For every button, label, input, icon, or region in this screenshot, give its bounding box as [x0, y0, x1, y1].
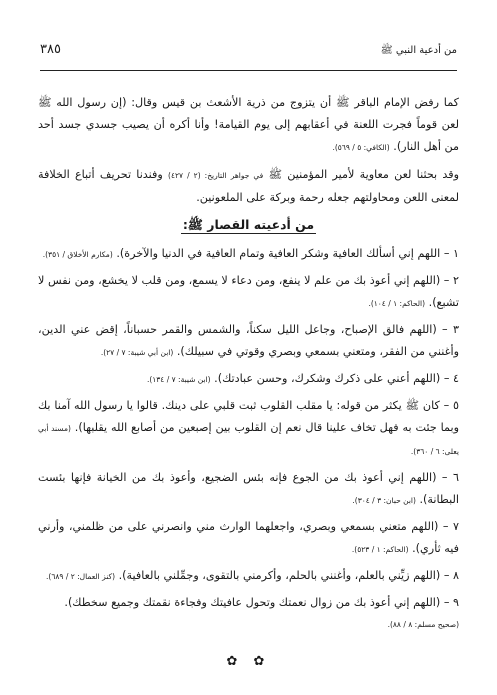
dua-reference: (ابن شيبة: ٧ / ١٣٤).: [146, 375, 211, 384]
page-number: ٣٨٥: [40, 42, 61, 57]
dua-reference: (ابن أبي شيبة: ٧ / ٢٧).: [100, 348, 174, 357]
dua-text: ٣ – (اللهم فالق الإصباح، وجاعل الليل سكناً، والشمس والقمر حسباناً، إقض عني الدين، وأغنني من الفقر، ومتعني بسمعي وبصري وقوتي في سبيلك).: [38, 323, 459, 358]
dua-item: [38, 270, 459, 315]
dua-text: ٩ – (اللهم إني أعوذ بك من زوال نعمتك وتحول عافيتك وفجاءة نقمتك وجميع سخطك).: [64, 596, 459, 609]
dua-reference: (الحاكم: ١ / ١٠٤).: [368, 299, 426, 308]
dua-text: ٢ – (اللهم إني أعوذ بك من علم لا ينفع، ومن دعاء لا يسمع، ومن قلب لا يخشع، ومن نفس لا تشبع).: [38, 274, 459, 309]
dua-item: [38, 516, 459, 561]
intro-reference-1: (الكافي: ٥ / ٥٦٩).: [332, 143, 390, 152]
dua-item: [38, 395, 459, 463]
dua-text: ٨ – (اللهم زيِّني بالعلم، وأغنني بالحلم، وأكرمني بالتقوى، وجمِّلني بالعافية).: [118, 569, 459, 582]
dua-item: [38, 467, 459, 512]
page-body: [38, 92, 459, 641]
dua-text: ٦ – (اللهم إني أعوذ بك من الجوع فإنه بئس الضجيع، وأعوذ بك من الخيانة فإنها بئست البطانة).: [38, 471, 459, 506]
dua-reference-last: (صحيح مسلم: ٨ / ٨٨).: [387, 620, 459, 629]
page-header: [40, 42, 457, 64]
dua-text: ١ – اللهم إني أسألك العافية وشكر العافية وتمام العافية في الدنيا والآخرة).: [116, 247, 459, 260]
intro-text-2b: وفندنا تحريف أتباع الخلافة لمعنى اللعن ومحاولتهم جعله رحمة وبركة على الملعونين.: [38, 168, 459, 204]
dua-reference: (كنز العمال: ٢ / ٦٨٩).: [46, 572, 116, 581]
intro-paragraph-2: [38, 164, 459, 209]
running-title: من أدعية النبي ﷺ: [380, 45, 457, 56]
intro-reference-2: في جواهر التاريخ: (٢ / ٤٢٧): [168, 171, 264, 180]
dua-text: ٤ – (اللهم أعني على ذكرك وشكرك، وحسن عبادتك).: [214, 372, 459, 385]
dua-item: [38, 243, 459, 266]
dua-item: [38, 592, 459, 614]
dua-item: [38, 565, 459, 588]
dua-text: ٥ – كان ﷺ يكثر من قوله: يا مقلب القلوب ثبت قلبي على دينك. قالوا يا رسول الله آمنا بك وبما جئت به فهل تخاف علينا قال نعم إن القلوب بين إصبعين من أصابع الله يقلبها).: [38, 399, 459, 434]
dua-reference: (مسند أبي يعلى: ٦ / ٣٦٠).: [38, 424, 459, 456]
intro-text-1: كما رفض الإمام الباقر ﷺ أن يتزوج من ذرية الأشعث بن قيس وقال: (إن رسول الله ﷺ لعن قوماً فجرت اللعنة في أعقابهم إلى يوم القيامة! وأنا أكره أن يصيب جسدي جسد أحد من أهل النار).: [38, 96, 459, 153]
ornament-flowers: ✿ ✿: [226, 654, 271, 669]
section-title: من أدعيته القصار ﷺ:: [182, 217, 315, 232]
intro-text-2a: وقد بحثنا لعن معاوية لأمير المؤمنين ﷺ: [268, 168, 459, 181]
dua-reference: (ابن حبان: ٣ / ٣٠٤).: [352, 496, 416, 505]
dua-item: [38, 319, 459, 364]
dua-text: ٧ – (اللهم متعني بسمعي وبصري، واجعلهما الوارث مني وانصرني على من ظلمني، وأرني فيه ثأري).: [38, 520, 459, 555]
header-divider: [40, 70, 457, 71]
section-heading: [38, 215, 459, 235]
dua-reference: (مكارم الأخلاق / ٣٥١).: [42, 250, 113, 259]
intro-paragraph-1: [38, 92, 459, 159]
dua-reference: (الحاكم: ١ / ٥٢٣).: [351, 545, 409, 554]
dua-item: [38, 368, 459, 391]
